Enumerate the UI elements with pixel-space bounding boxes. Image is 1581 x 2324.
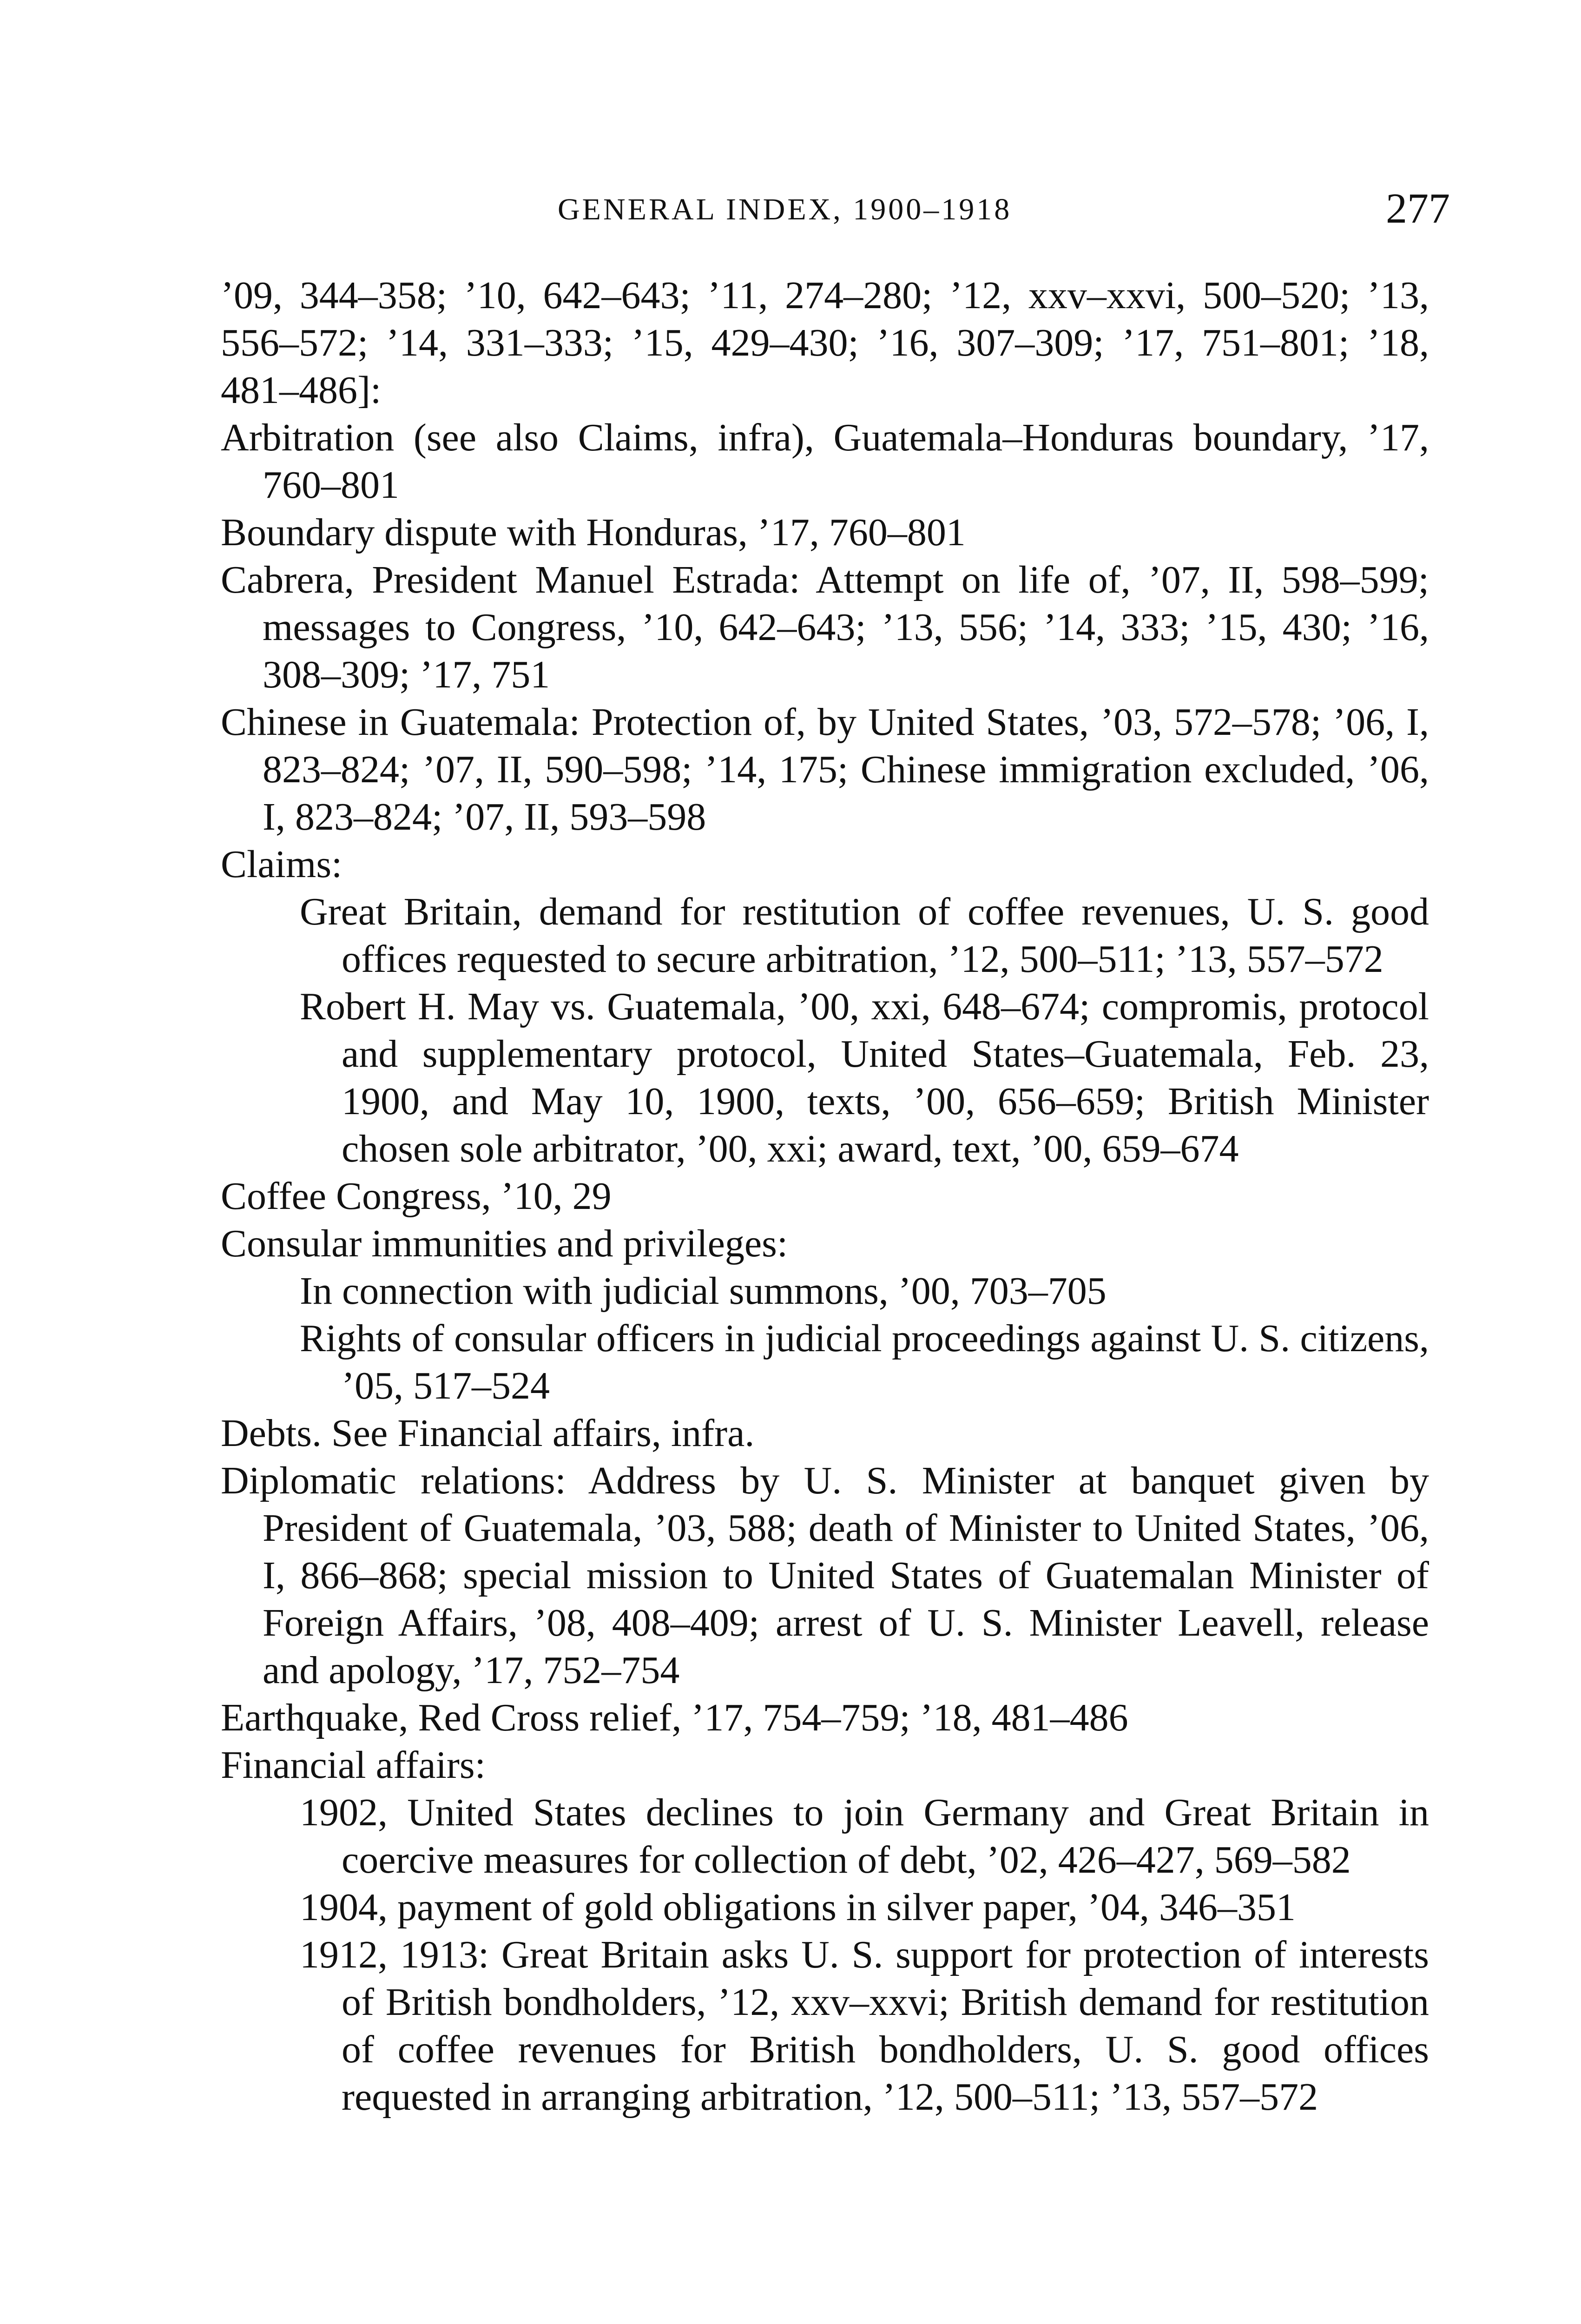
subentry-claims-great-britain: Great Britain, demand for restitution of coffee revenues, U. S. good offices requested to secure arbitration, ’12, 500–511; ’13, 557–572 [300,890,1429,981]
entry-financial-heading: Financial affairs: [221,1743,486,1787]
running-head: GENERAL INDEX, 1900–1918 [558,192,1012,226]
entry-chinese: Chinese in Guatemala: Protection of, by United States, ’03, 572–578; ’06, I, 823–824; ’07, II, 590–598; ’14, 175; Chinese immigration excluded, ’06, I, 823–824; ’07, II, 593–598 [221,700,1429,838]
entry-debts: Debts. See Financial affairs, infra. [221,1412,755,1455]
entry-diplomatic-relations: Diplomatic relations: Address by U. S. Minister at banquet given by President of Guatemala, ’03, 588; death of Minister to United States, ’06, I, 866–868; special mission to United States of Guatemalan Minister of Foreign Affairs, ’08, 408–409; arrest of U. S. Minister Leavell, release and apology, ’17, 752–754 [221,1459,1429,1692]
subentry-claims-robert-may: Robert H. May vs. Guatemala, ’00, xxi, 648–674; compromis, protocol and supplementary protocol, United States–Guatemala, Feb. 23, 1900, and May 10, 1900, texts, ’00, 656–659; British Minister chosen sole arbitrator, ’00, xxi; award, text, ’00, 659–674 [300,985,1429,1170]
entry-earthquake: Earthquake, Red Cross relief, ’17, 754–759; ’18, 481–486 [221,1696,1128,1739]
subentry-financial-1902: 1902, United States declines to join Germany and Great Britain in coercive measures for collection of debt, ’02, 426–427, 569–582 [300,1791,1429,1882]
subentry-consular-summons: In connection with judicial summons, ’00, 703–705 [300,1269,1107,1313]
entry-continuation: ’09, 344–358; ’10, 642–643; ’11, 274–280; ’12, xxv–xxvi, 500–520; ’13, 556–572; ’14, 331–333; ’15, 429–430; ’16, 307–309; ’17, 751–801; ’18, 481–486]: [221,274,1429,412]
subentry-financial-1904: 1904, payment of gold obligations in silver paper, ’04, 346–351 [300,1886,1296,1929]
page-number: 277 [1386,185,1450,232]
entry-consular-heading: Consular immunities and privileges: [221,1222,788,1265]
page-header [270,184,1450,239]
entry-claims-heading: Claims: [221,843,343,886]
entry-coffee-congress: Coffee Congress, ’10, 29 [221,1175,612,1218]
index-body [221,272,1429,2121]
entry-boundary-dispute: Boundary dispute with Honduras, ’17, 760–801 [221,511,966,554]
entry-cabrera: Cabrera, President Manuel Estrada: Attempt on life of, ’07, II, 598–599; messages to Congress, ’10, 642–643; ’13, 556; ’14, 333; ’15, 430; ’16, 308–309; ’17, 751 [221,558,1429,696]
subentry-financial-1912: 1912, 1913: Great Britain asks U. S. support for protection of interests of British bondholders, ’12, xxv–xxvi; British demand for restitution of coffee revenues for British bondholders, U. S. good offices requested in arranging arbitration, ’12, 500–511; ’13, 557–572 [300,1933,1429,2119]
entry-arbitration: Arbitration (see also Claims, infra), Guatemala–Honduras boundary, ’17, 760–801 [221,416,1429,507]
subentry-consular-rights: Rights of consular officers in judicial proceedings against U. S. citizens, ’05, 517–524 [300,1317,1429,1407]
